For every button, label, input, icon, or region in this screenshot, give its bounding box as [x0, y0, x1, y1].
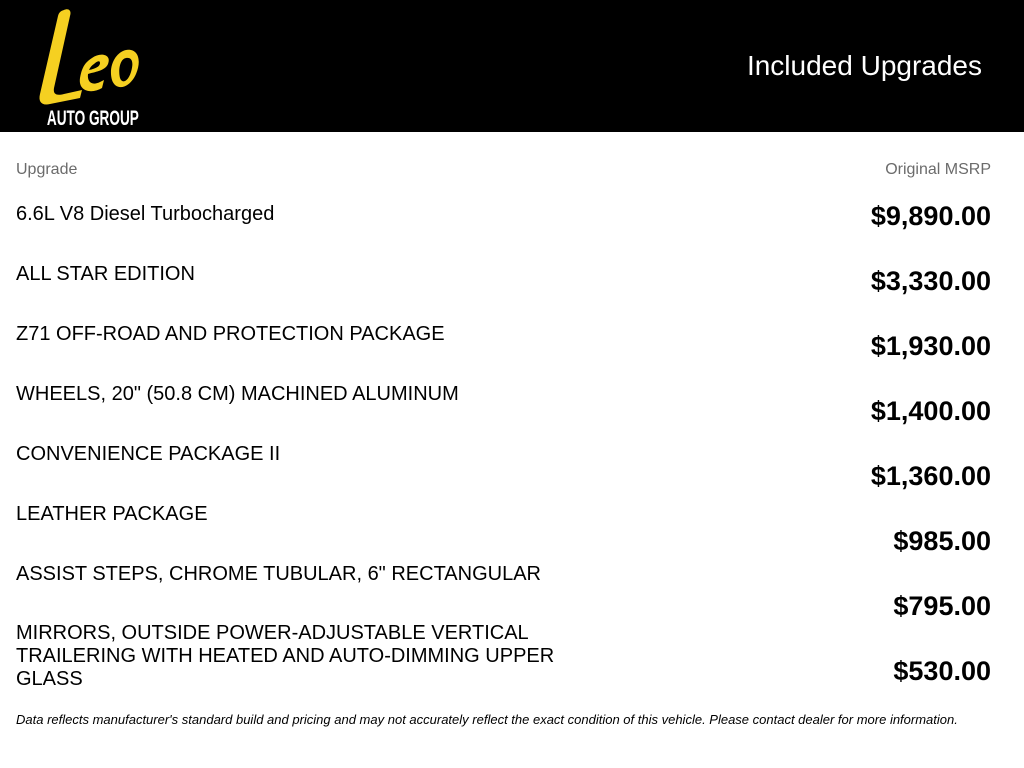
upgrade-price: $1,360.00: [870, 461, 991, 491]
upgrade-name: LEATHER PACKAGE: [16, 503, 208, 525]
upgrade-price: $9,890.00: [870, 201, 991, 231]
upgrade-name: WHEELS, 20" (50.8 CM) MACHINED ALUMINUM: [16, 383, 459, 405]
column-header-upgrade: Upgrade: [16, 161, 78, 178]
upgrade-name: MIRRORS, OUTSIDE POWER-ADJUSTABLE VERTICAL TRAILERING WITH HEATED AND AUTO-DIMMING UPPER GLASS: [16, 622, 555, 690]
upgrade-price: $1,400.00: [870, 396, 991, 426]
leo-auto-group-logo: [34, 4, 146, 131]
upgrade-price: $795.00: [893, 591, 991, 621]
upgrade-name: CONVENIENCE PACKAGE II: [16, 443, 281, 465]
column-header-msrp: Original MSRP: [885, 161, 991, 178]
upgrade-name: ALL STAR EDITION: [16, 263, 195, 285]
logo-subtitle: AUTO GROUP: [46, 107, 139, 131]
upgrade-name: 6.6L V8 Diesel Turbocharged: [16, 203, 275, 225]
disclaimer-footnote: Data reflects manufacturer's standard build and pricing and may not accurately reflect the exact condition of this vehicle. Please contact dealer for more information.: [16, 712, 958, 727]
upgrade-name: ASSIST STEPS, CHROME TUBULAR, 6" RECTANGULAR: [16, 563, 541, 585]
upgrade-name: Z71 OFF-ROAD AND PROTECTION PACKAGE: [16, 323, 445, 345]
header-bar: [0, 0, 1024, 132]
page-title: Included Upgrades: [746, 50, 982, 81]
upgrade-price: $1,930.00: [870, 331, 991, 361]
upgrade-price: $530.00: [893, 656, 991, 686]
upgrade-price: $3,330.00: [870, 266, 991, 296]
upgrade-price: $985.00: [893, 526, 991, 556]
